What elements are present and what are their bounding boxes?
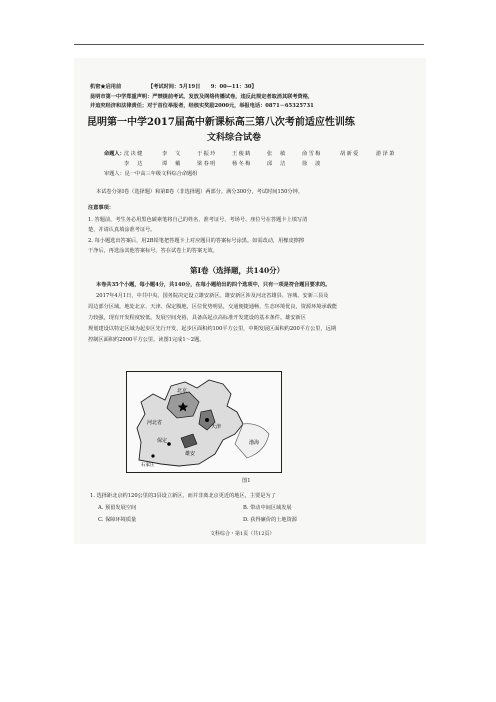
passage-line-1: 2017年4月1日，中共中央、国务院决定设立雄安新区。雄安新区涉及河北省雄县、容城、安新三县及 bbox=[96, 293, 329, 299]
proposer-5: 张 敏 bbox=[267, 151, 287, 157]
map-label-beijing: 北京 bbox=[177, 388, 188, 394]
page-footer: 文科综合・第1页（共12页） bbox=[210, 531, 275, 537]
proposer-11: 梁春明 bbox=[197, 161, 217, 167]
passage-line-4: 规划建设以特定区域为起步区先行开发，起步区面积约100平方公里，中期发展区面积约200平方公里，远期 bbox=[88, 326, 337, 332]
exam-time: 【考试时间：5月19日 9：00—11：30】 bbox=[148, 84, 257, 90]
proposer-8: 游泽萧 bbox=[376, 151, 396, 157]
figure-1-map bbox=[126, 371, 282, 473]
statement-line-1: 昆明市第一中学郑重声明：严禁提前考试、发放及网络传播试卷，违反此规定者取消其联考资格， bbox=[90, 94, 314, 100]
proposer-14: 徐 波 bbox=[302, 161, 322, 167]
proposer-2: 李 文 bbox=[162, 151, 182, 157]
paper-subtitle: 文科综合试卷 bbox=[207, 133, 262, 143]
top-rule bbox=[74, 44, 424, 45]
notice-heading: 注意事项： bbox=[88, 205, 114, 211]
map-label-tianjin: 天津 bbox=[211, 424, 222, 430]
statement-line-2: 并追究经济和法律责任；对于首位举报者，经核实奖励2000元，举报电话：0871－65325731 bbox=[90, 103, 314, 109]
map-label-hebei: 河北省 bbox=[147, 420, 163, 426]
passage-line-5: 控制区面积约2000平方公里。读图1完成1～2题。 bbox=[88, 337, 205, 343]
passage-line-3: 力较强，现有开发程度较低，发展空间充裕，具备高起点高标准开发建设的基本条件。雄安新区 bbox=[88, 315, 306, 321]
proposers-label: 命题人： bbox=[104, 151, 125, 157]
map-label-baoding: 保定 bbox=[157, 438, 168, 444]
reviewer: 审题人：昆一中高三年级文科综合命题组 bbox=[104, 171, 198, 177]
secret-label: 机密★启用前 bbox=[90, 84, 122, 90]
part1-heading: 第Ⅰ卷（选择题，共140分） bbox=[190, 266, 285, 275]
notice-item1-line1: 1. 答题前，考生务必用黑色碳素笔将自己的姓名、准考证号、考场号、座位号在答题卡上填写清 bbox=[88, 217, 308, 223]
proposer-1: 沈决健 bbox=[124, 151, 144, 157]
question-1-stem: 1. 选择距北京约120公里的3县设立新区，而并非离北京更近的地区，主要是为了 bbox=[90, 493, 276, 499]
proposer-7: 胡新爱 bbox=[340, 151, 360, 157]
proposer-4: 王俊鹤 bbox=[232, 151, 252, 157]
passage-line-2: 周边部分区域，地处北京、天津、保定腹地，区位优势明显，交通便捷通畅，生态环境优良，资源环境承载能 bbox=[88, 304, 338, 310]
map-label-shijiazhuang: 石家庄 bbox=[141, 463, 155, 468]
proposer-3: 于振玲 bbox=[197, 151, 217, 157]
question-1-option-c: C. 保障环境质量 bbox=[98, 517, 137, 523]
map-drawing bbox=[127, 372, 281, 472]
notice-item1-line2: 楚，并请认真填涂准考证号。 bbox=[88, 227, 156, 233]
proposer-9: 李 达 bbox=[124, 161, 144, 167]
notice-item2-line2: 干净后，再选涂其他答案标号。答在试卷上的答案无效。 bbox=[88, 248, 218, 254]
notice-item2-line1: 2. 每小题选出答案后，用2B铅笔把答题卡上对应题目的答案标号涂黑。如需改动，用橡皮擦擦 bbox=[88, 238, 305, 244]
paper-title: 昆明第一中学2017届高中新课标高三第八次考前适应性训练 bbox=[87, 117, 355, 128]
proposer-13: 邱 洁 bbox=[267, 161, 287, 167]
part1-rule: 本卷共35个小题，每小题4分，共140分，在每小题给出的四个选项中，只有一项是符合题目要求的。 bbox=[96, 282, 331, 288]
tianjin-dot-icon bbox=[205, 418, 209, 422]
question-1-option-a: A. 预留发展空间 bbox=[98, 505, 137, 511]
figure-caption: 图1 bbox=[242, 478, 251, 484]
map-label-sea: 渤海 bbox=[249, 440, 260, 446]
proposer-6: 俞雪梅 bbox=[302, 151, 322, 157]
map-label-xiongan: 雄安 bbox=[185, 451, 196, 457]
proposer-10: 谭 戴 bbox=[162, 161, 182, 167]
baoding-dot-icon bbox=[167, 442, 171, 446]
shijiazhuang-dot-icon bbox=[151, 454, 154, 457]
question-1-option-d: D. 获得廉价的土地资源 bbox=[243, 517, 297, 523]
question-1-option-b: B. 带动中间区域发展 bbox=[243, 505, 292, 511]
proposer-12: 杨冬梅 bbox=[232, 161, 252, 167]
intro-text: 本试卷分第Ⅰ卷（选择题）和第Ⅱ卷（非选择题）两部分。满分300分，考试时间150分钟。 bbox=[96, 189, 303, 195]
